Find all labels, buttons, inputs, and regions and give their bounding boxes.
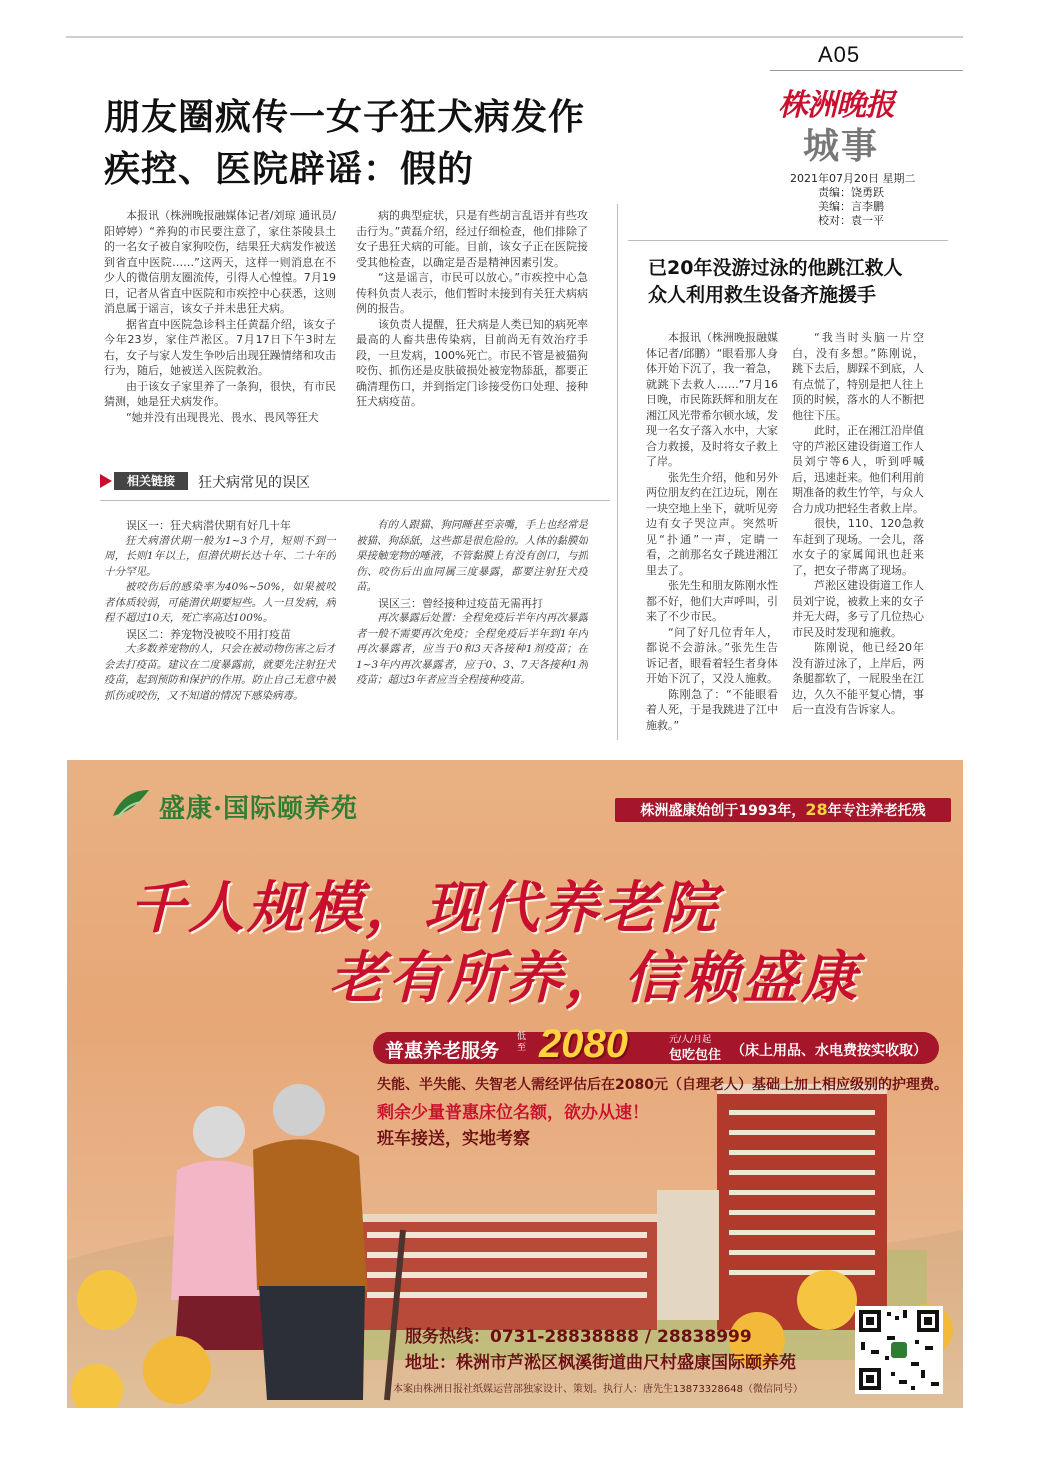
related-rule [100, 500, 610, 501]
second-article-column-1 [646, 330, 778, 740]
related-column-1 [104, 518, 336, 740]
brand-leaf-icon [111, 786, 151, 820]
care-note: 失能、半失能、失智老人需经评估后在2080元（自理老人）基础上加上相应级别的护理费。 [377, 1077, 948, 1093]
article-paragraph: 张先生和朋友陈刚水性都不好，他们大声呼叫，引来了不少市民。 [646, 579, 778, 623]
price-low-label: 低至 [517, 1032, 527, 1053]
article-paragraph: 芦淞区建设街道工作人员刘宁说，被救上来的女子并无大碍，多亏了几位热心市民及时发现和施救。 [792, 579, 924, 639]
article-paragraph: 由于该女子家里养了一条狗，很快，有市民猜测，她是狂犬病发作。 [104, 379, 336, 408]
qr-code-icon [855, 1306, 943, 1394]
myth-paragraph: 再次暴露后处置：全程免疫后半年内再次暴露者一般不需要再次免疫；全程免疫后半年到1年内再次暴露者，应当于0和3天各接种1剂疫苗；在1~3年内再次暴露者，应于0、3、7天各接种1剂疫苗；超过3年者应当全程接种疫苗。 [356, 612, 588, 686]
qr-logo-icon [891, 1342, 907, 1358]
article-paragraph: 此时，正在湘江沿岸值守的芦淞区建设街道工作人员刘宁等6人，听到呼喊后，迅速赶来。他们利用前期准备的救生竹竿，与众人合力成功把轻生者救上岸。 [792, 424, 924, 515]
main-headline-line1: 朋友圈疯传一女子狂犬病发作 [104, 97, 586, 138]
myth-heading: 误区二：养宠物没被咬不用打疫苗 [126, 627, 291, 641]
article-paragraph: 本报讯（株洲晚报融媒体记者/邱鹏）“眼看那人身体开始下沉了，我一着急，就跳下去救人……”7月16日晚，市民陈跃辉和朋友在湘江风光带希尔顿水域，发现一名女子落入水中，大家合力救援，及时将女子救上了岸。 [646, 331, 778, 468]
myth-heading: 误区一：狂犬病潜伏期有好几十年 [126, 519, 291, 532]
ad-slogan-2: 老有所养，信赖盛康 [329, 946, 860, 1011]
edition-date: 2021年07月20日 星期二 [790, 172, 916, 185]
article-paragraph: “这是谣言，市民可以放心。”市疾控中心急传科负责人表示，他们暂时未接到有关狂犬病病例的报告。 [356, 271, 588, 315]
article-paragraph: 该负责人提醒，狂犬病是人类已知的病死率最高的人畜共患传染病，目前尚无有效治疗手段，一旦发病，100%死亡。市民不管是被猫狗咬伤、抓伤还是皮肤破损处被宠物舔舐，都要正确清理伤口，并到指定门诊接受伤口处理、接种狂犬病疫苗。 [356, 317, 588, 408]
article-paragraph: 陈刚急了：“不能眼看着人死，于是我跳进了江中施救。” [646, 687, 778, 732]
article-paragraph: 病的典型症状，只是有些胡言乱语并有些攻击行为。”黄磊介绍，经过仔细检查，他们排除了女子患狂犬病的可能。目前，该女子正在医院接受其他检查，以确定是否是精神因素引发。 [356, 209, 588, 269]
ad-banner-year: 28 [805, 800, 828, 819]
related-link-bar [100, 470, 610, 492]
newspaper-logo: 株洲晚报 [778, 88, 894, 123]
ad-slogan-1: 千人规模，现代养老院 [129, 876, 719, 941]
ad-banner [615, 798, 951, 822]
article-paragraph: “我当时头脑一片空白，没有多想。”陈刚说，跳下去后，脚踩不到底，人有点慌了，特别是把人往上顶的时候，落水的人不断把他往下压。 [792, 331, 924, 422]
editor-credit: 责编：饶勇跃 [818, 186, 884, 199]
article-paragraph: 陈刚说，他已经20年没有游过泳了，上岸后，两条腿都软了，一屁股坐在江边，久久不能平复心情，事后一直没有告诉家人。 [792, 641, 924, 716]
price-value: 2080 [539, 1022, 628, 1066]
price-unit: 元/人/月起 [669, 1035, 712, 1045]
related-tag: 相关链接 [114, 472, 188, 490]
article-paragraph: 很快，110、120急救车赶到了现场。一会儿，落水女子的家属闻讯也赶来了，把女子带离了现场。 [792, 517, 924, 577]
second-headline-line2: 众人利用救生设备齐施援手 [648, 284, 877, 306]
related-title: 狂犬病常见的误区 [198, 475, 310, 491]
price-label: 普惠养老服务 [385, 1040, 500, 1062]
ad-banner-suffix: 年专注养老托残 [827, 803, 926, 819]
bus-note: 班车接送，实地考察 [377, 1129, 530, 1149]
ad-address: 地址：株洲市芦淞区枫溪街道曲尺村盛康国际颐养苑 [405, 1353, 796, 1373]
ad-brand: 盛康·国际颐养苑 [159, 794, 359, 824]
top-rule [66, 36, 963, 38]
article-paragraph: “她并没有出现畏光、畏水、畏风等狂犬 [126, 410, 319, 424]
price-note: （床上用品、水电费按实收取） [731, 1043, 927, 1059]
main-headline-line2: 疾控、医院辟谣：假的 [104, 149, 475, 190]
related-column-2 [356, 518, 588, 740]
price-include: 包吃包住 [669, 1048, 722, 1063]
masthead-rule [770, 70, 963, 71]
main-headline [104, 92, 585, 196]
article-paragraph: 张先生介绍，他和另外两位朋友约在江边玩，刚在一块空地上坐下，就听见旁边有女子哭泣声。突然听见“扑通”一声，定睛一看，之前那名女子跳进湘江里去了。 [646, 470, 778, 577]
second-headline-line1: 已20年没游过泳的他跳江救人 [648, 257, 903, 279]
ad-banner-prefix: 株洲盛康始创于1993年， [640, 803, 806, 819]
ad-footer: 本案由株洲日报社纸媒运营部独家设计、策划。执行人：唐先生13873328648（微信同号） [393, 1384, 803, 1395]
advertisement [67, 760, 963, 1408]
designer-credit: 美编：言李鹏 [818, 200, 884, 213]
page-number: A05 [818, 42, 861, 67]
myth-paragraph: 有的人跟猫、狗同睡甚至亲嘴，手上也经常是被猫、狗舔舐，这些都是很危险的。人体的黏膜如果接触宠物的唾液，不管黏膜上有没有创口，与抓伤、咬伤后出血同属三度暴露，都要注射狂犬疫苗。 [356, 519, 588, 593]
second-article-column-2 [792, 330, 924, 740]
column-divider [617, 204, 618, 740]
related-marker-icon [100, 474, 112, 488]
myth-heading: 误区三：曾经接种过疫苗无需再打 [378, 596, 543, 610]
edition-meta [790, 172, 960, 228]
myth-paragraph: 狂犬病潜伏期一般为1~3个月，短则不到一周，长则1年以上，但潜伏期长达十年、二十年的十分罕见。 [104, 534, 336, 578]
myth-paragraph: 大多数养宠物的人，只会在被动物伤害之后才会去打疫苗。建议在二度暴露前，就要先注射狂犬疫苗，起到预防和保护的作用。防止自己无意中被抓伤或咬伤，又不知道的情况下感染病毒。 [104, 643, 336, 702]
main-article-column-2 [356, 208, 588, 444]
article-paragraph: 据省直中医院急诊科主任黄磊介绍，该女子今年23岁，家住芦淞区。7月17日下午3时左右，女子与家人发生争吵后出现狂躁情绪和攻击行为，随后，她被送入医院救治。 [104, 317, 336, 377]
myth-paragraph: 被咬伤后的感染率为40%~50%，如果被咬者体质较弱，可能潜伏期要短些。人一旦发病，病程不超过10天，死亡率高达100%。 [104, 581, 336, 624]
proofreader-credit: 校对：袁一平 [818, 214, 884, 227]
section-title: 城事 [803, 125, 880, 167]
second-article-top-rule [628, 240, 948, 241]
service-hotline: 服务热线：0731-28838888 / 28838999 [405, 1327, 752, 1347]
main-article-column-1 [104, 208, 336, 444]
article-paragraph: “问了好几位青年人，都说不会游泳。”张先生告诉记者，眼看着轻生者身体开始下沉了，又没人施救。 [646, 625, 778, 685]
beds-note: 剩余少量普惠床位名额，欲办从速！ [377, 1103, 649, 1123]
second-headline [648, 255, 902, 309]
article-paragraph: 本报讯（株洲晚报融媒体记者/刘琼 通讯员/阳婷婷）“养狗的市民要注意了，家住茶陵县土的一名女子被自家狗咬伤，结果狂犬病发作被送到省直中医院……”这两天，这样一则消息在不少人的微信朋友圈流传，引得人心惶惶。7月19日，记者从省直中医院和市疾控中心获悉，这则消息属于谣言，该女子并未患狂犬病。 [104, 209, 336, 315]
